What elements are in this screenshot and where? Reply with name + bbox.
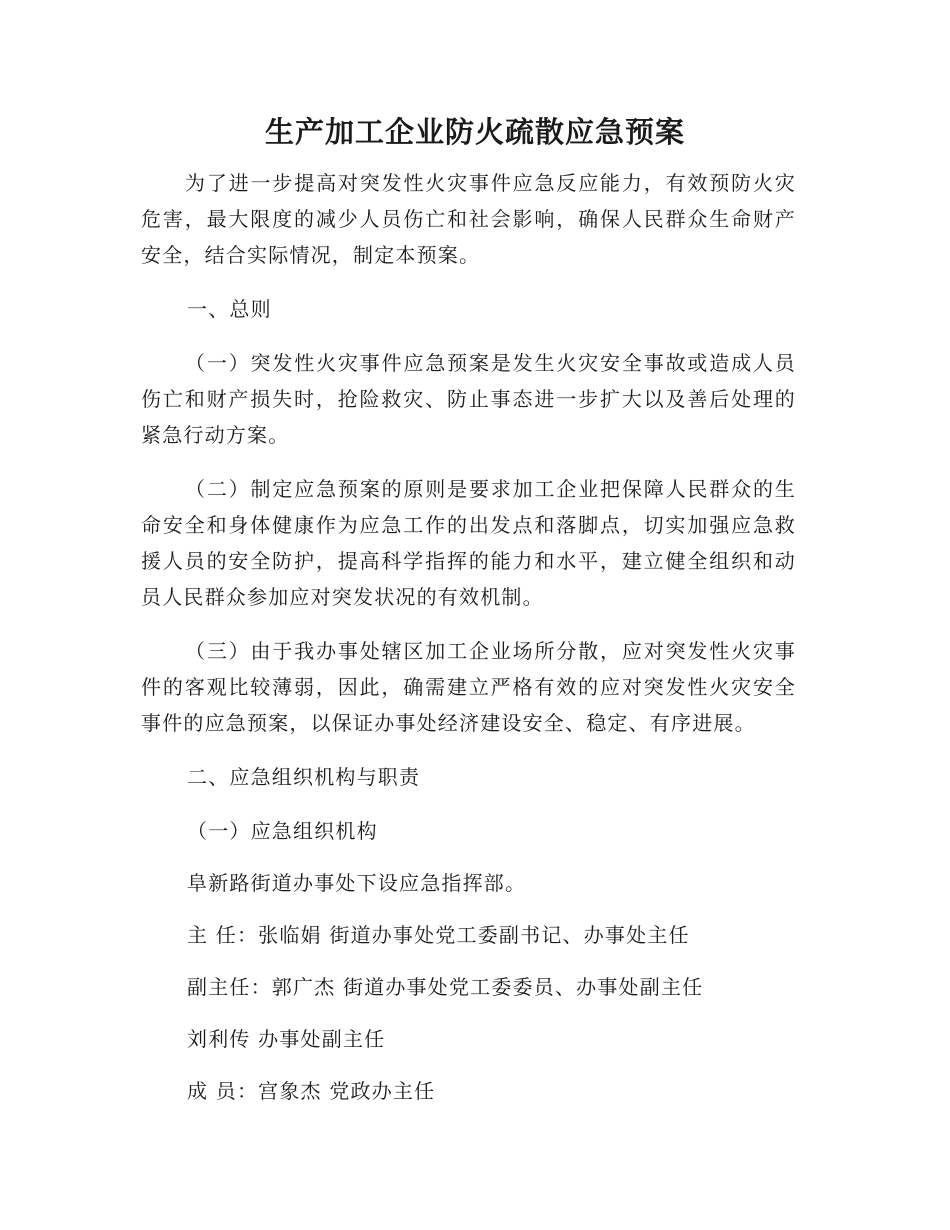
org-line-deputy-director-2: 刘利传 办事处副主任	[187, 1027, 386, 1051]
intro-paragraph: 为了进一步提高对突发性火灾事件应急反应能力，有效预防火灾危害，最大限度的减少人员伤亡和社会影响，确保人民群众生命财产安全，结合实际情况，制定本预案。	[141, 171, 796, 267]
general-item-1: （一）突发性火灾事件应急预案是发生火灾安全事故或造成人员伤亡和财产损失时，抢险救灾、防止事态进一步扩大以及善后处理的紧急行动方案。	[141, 351, 796, 447]
document-body	[141, 165, 796, 1125]
general-item-2: （二）制定应急预案的原则是要求加工企业把保障人民群众的生命安全和身体健康作为应急工作的出发点和落脚点，切实加强应急救援人员的安全防护，提高科学指挥的能力和水平，建立健全组织和动员人民群众参加应对突发状况的有效机制。	[141, 477, 796, 609]
org-line-1: 阜新路街道办事处下设应急指挥部。	[187, 871, 527, 895]
section-heading-general: 一、总则	[187, 297, 272, 321]
subsection-heading-organization: （一）应急组织机构	[187, 819, 378, 843]
org-line-members: 成 员：宫象杰 党政办主任	[187, 1079, 436, 1103]
org-line-director: 主 任：张临娟 街道办事处党工委副书记、办事处主任	[187, 923, 690, 947]
section-heading-organization: 二、应急组织机构与职责	[187, 765, 421, 789]
document-title: 生产加工企业防火疏散应急预案	[264, 115, 685, 149]
general-item-3: （三）由于我办事处辖区加工企业场所分散，应对突发性火灾事件的客观比较薄弱，因此，确需建立严格有效的应对突发性火灾安全事件的应急预案，以保证办事处经济建设安全、稳定、有序进展。	[141, 639, 796, 735]
org-line-deputy-director: 副主任：郭广杰 街道办事处党工委委员、办事处副主任	[187, 975, 704, 999]
